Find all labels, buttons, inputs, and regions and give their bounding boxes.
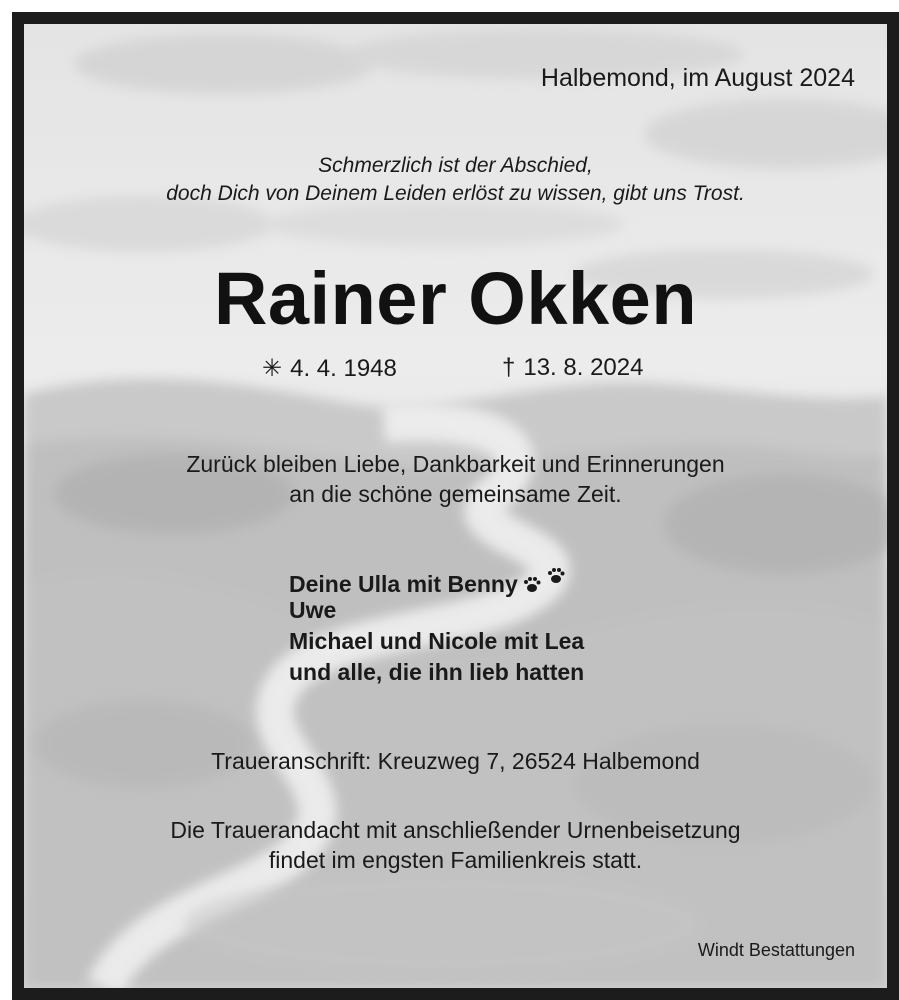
death-date: 13. 8. 2024 <box>523 354 644 381</box>
mourner-line: und alle, die ihn lieb hatten <box>289 659 585 685</box>
obituary-notice <box>12 12 899 1000</box>
ceremony-line-2: findet im engsten Familienkreis statt. <box>268 847 643 873</box>
place-date: Halbemond, im August 2024 <box>540 64 855 92</box>
mourning-address: Traueranschrift: Kreuzweg 7, 26524 Halbemond <box>211 748 700 774</box>
asterisk-birth-icon: ✳ <box>262 355 283 382</box>
undertaker-name: Windt Bestattungen <box>697 940 855 960</box>
death-date-line <box>502 354 643 382</box>
quote-line-2: doch Dich von Deinem Leiden erlöst zu wissen, gibt uns Trost. <box>166 182 745 205</box>
mourner-name: Deine Ulla mit Benny <box>289 571 518 597</box>
remembrance-line-1: Zurück bleiben Liebe, Dankbarkeit und Erinnerungen <box>186 451 725 477</box>
mourner-line: Michael und Nicole mit Lea <box>289 628 585 654</box>
remembrance-line-2: an die schöne gemeinsame Zeit. <box>289 481 622 507</box>
birth-date-line <box>262 354 397 383</box>
ceremony-line-1: Die Trauerandacht mit anschließender Urnenbeisetzung <box>170 817 741 843</box>
quote-line-1: Schmerzlich ist der Abschied, <box>318 154 593 177</box>
paw-prints-icon <box>522 566 570 602</box>
cross-death-icon: † <box>502 354 516 381</box>
deceased-name: Rainer Okken <box>213 257 698 340</box>
birth-date: 4. 4. 1948 <box>290 355 397 382</box>
mourner-line: Uwe <box>289 597 337 623</box>
